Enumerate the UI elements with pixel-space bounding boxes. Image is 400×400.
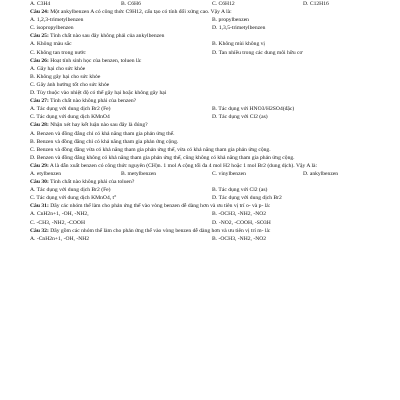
answer-option: A. Không màu sắc (30, 41, 72, 48)
options-row (30, 24, 394, 32)
option: A. C3H4 (30, 1, 51, 7)
answer-option: B. metylbenzen (121, 170, 157, 177)
question-stem (30, 178, 394, 186)
question-number: Câu 32: (30, 227, 49, 234)
answer-option: B. -OCH3, -NH2, -NO2 (212, 235, 267, 242)
question-block (30, 121, 394, 161)
question-number: Câu 29: (30, 162, 49, 169)
question-block (30, 32, 394, 56)
answer-option: C. -CH3, -NH2, -COOH (30, 219, 86, 226)
question-number: Câu 28: (30, 122, 49, 129)
answer-option: C. Benzen và đồng đẳng vừa có khả năng tham gia phản ứng thế, vừa có khả năng tham gia phản ứng cộng. (30, 146, 271, 153)
options-row (30, 186, 394, 194)
question-stem (30, 162, 394, 170)
question-block (30, 162, 394, 178)
options-row (30, 40, 394, 48)
question-block (30, 97, 394, 121)
options-row (30, 210, 394, 218)
answer-option: B. Không gây hại cho sức khỏe (30, 73, 101, 80)
question-list (30, 8, 394, 243)
question-text: A là dẫn xuất benzen có công thức nguyên (CH)n. 1 mol A cộng tối đa 4 mol H2 hoặc 1 mol Br2 (dung dịch). Vậy A là: (48, 162, 318, 169)
question-stem (30, 202, 394, 210)
question-text: Tính chất nào sau đây không phải của ankylbenzen (48, 33, 165, 40)
question-stem (30, 227, 394, 235)
answer-option: A. CnH2n+1, -OH, -NH2, (30, 211, 89, 218)
question-number: Câu 30: (30, 179, 49, 186)
answer-option: B. propylbenzen (212, 17, 249, 24)
question-number: Câu 25: (30, 33, 49, 40)
answer-option: D. 1,3,5-trimetylbenzen (212, 25, 266, 32)
options-row (30, 235, 394, 243)
question-block (30, 8, 394, 32)
answer-option: D. Tác dụng với dung dịch Br2 (212, 195, 282, 202)
answer-option: A. Gây hại cho sức khỏe (30, 65, 86, 72)
answer-option: B. Tác dụng với Cl2 (as) (212, 187, 268, 194)
answer-option: C. Gây ảnh hưởng tốt cho sức khỏe (30, 81, 110, 88)
question-stem (30, 57, 394, 65)
top-options-row (30, 0, 394, 8)
answer-option: C. vinylbenzen (212, 170, 246, 177)
answer-option: B. -OCH3, -NH2, -NO2 (212, 211, 267, 218)
answer-option: A. etylbenzen (30, 170, 62, 177)
question-text: Dãy các nhóm thế làm cho phản ứng thế vào vòng benzen dễ dàng hơn và ưu tiên vị trí o- và p- là: (48, 203, 271, 210)
options-row (30, 113, 394, 121)
answer-option: A. Tác dụng với dung dịch Br2 (Fe) (30, 187, 111, 194)
answer-option: A. Tác dụng với dung dịch Br2 (Fe) (30, 106, 111, 113)
options-row (30, 170, 394, 178)
answer-option: C. Tác dụng với dung dịch KMnO4 (30, 114, 110, 121)
question-stem (30, 97, 394, 105)
question-block (30, 202, 394, 226)
option: C. C6H12 (212, 1, 235, 7)
answer-option: C. Tác dụng với dung dịch KMnO4, t° (30, 195, 117, 202)
question-text: Tính chất nào không phải của benzen? (48, 98, 137, 105)
option: D. C12H16 (303, 1, 329, 7)
question-block (30, 227, 394, 243)
answer-option: A. 1,2,3-trimetylbenzen (30, 17, 84, 24)
question-block (30, 178, 394, 202)
answer-option: B. Benzen và đồng đẳng chỉ có khả năng tham gia phản ứng cộng. (30, 138, 179, 145)
question-text: Dãy gồm các nhóm thế làm cho phản ứng thế vào vòng benzen dễ dàng hơn và ưu tiên vị trí m- là: (48, 227, 271, 234)
option: B. C6H6 (121, 1, 141, 7)
answer-option: C. isopropylbenzen (30, 25, 74, 32)
options-row (30, 194, 394, 202)
answer-option: A. -CnH2n+1, -OH, -NH2 (30, 235, 90, 242)
question-text: Tính chất nào không phải của toluen? (48, 179, 135, 186)
question-number: Câu 24: (30, 9, 49, 16)
question-text: Một ankylbenzen A có công thức C9H12, cấu tạo có tính đối xứng cao. Vậy A là: (48, 9, 232, 16)
answer-option: D. Tùy thuộc vào nhiệt độ có thể gây hại hoặc không gây hại (30, 90, 167, 97)
options-row (30, 16, 394, 24)
question-stem (30, 121, 394, 129)
question-number: Câu 26: (30, 57, 49, 64)
answer-option: B. Tác dụng với HNO3/H2SO4(đặc) (212, 106, 295, 113)
answer-option: A. Benzen và đồng đẳng chỉ có khả năng tham gia phản ứng thế. (30, 130, 175, 137)
answer-option: D. ankylbenzen (303, 170, 339, 177)
answer-option: B. Không mùi không vị (212, 41, 265, 48)
options-row (30, 105, 394, 113)
question-text: Hoạt tính sinh học của benzen, toluen là: (48, 57, 142, 64)
question-text: Nhận xét hay kết luận nào sau đây là đúng? (48, 122, 148, 129)
answer-option: D. Benzen và đồng đẳng không có khả năng tham gia phản ứng thế, cũng không có khả năng tham gia phản ứng cộng. (30, 154, 295, 161)
options-row (30, 219, 394, 227)
answer-option: D. -NO2, -COOH, -SO3H (212, 219, 271, 226)
question-stem (30, 8, 394, 16)
answer-option: D. Tác dụng với Cl2 (as) (212, 114, 268, 121)
answer-option: D. Tan nhiều trong các dung môi hữu cơ (212, 49, 303, 56)
question-block (30, 57, 394, 97)
options-row (30, 49, 394, 57)
question-stem (30, 32, 394, 40)
question-number: Câu 31: (30, 203, 49, 210)
answer-option: C. Không tan trong nước (30, 49, 86, 56)
question-number: Câu 27: (30, 98, 49, 105)
